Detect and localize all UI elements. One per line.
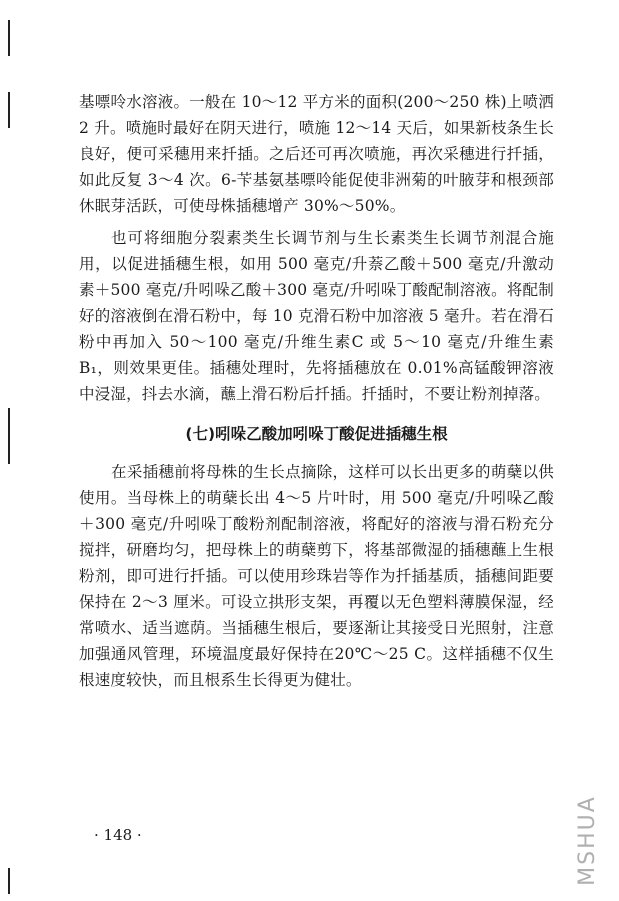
section-heading: (七)吲哚乙酸加吲哚丁酸促进插穗生根: [185, 425, 448, 443]
watermark: [567, 790, 607, 890]
binding-mark: [8, 92, 10, 128]
page-body: [79, 89, 554, 693]
watermark-text: MSHUA: [574, 794, 600, 886]
paragraph-iaa-iba: 在采插穗前将母株的生长点摘除，这样可以长出更多的萌蘖以供使用。当母株上的萌蘖长出 4～5 片叶时，用 500 毫克/升吲哚乙酸＋300 毫克/升吲哚丁酸粉剂配制溶液，将配好的溶液与滑石粉充分搅拌，研磨均匀，把母株上的萌蘖剪下，将基部微湿的插穗蘸上生根粉剂，即可进行扦插。可以使用珍珠岩等作为扦插基质，插穗间距要保持在 2～3 厘米。可设立拱形支架，再覆以无色塑料薄膜保湿，经常喷水、适当遮荫。当插穗生根后，要逐渐让其接受日光照射，注意加强通风管理，环境温度最好保持在20℃～25 C。这样插穗不仅生根速度较快，而且根系生长得更为健壮。: [79, 463, 554, 689]
paragraph-mixed-regulators: 也可将细胞分裂素类生长调节剂与生长素类生长调节剂混合施用，以促进插穗生根，如用 500 毫克/升萘乙酸＋500 毫克/升激动素＋500 毫克/升吲哚乙酸＋300 毫克/升吲哚丁酸配制溶液。将配制好的溶液倒在滑石粉中，每 10 克滑石粉中加溶液 5 毫升。若在滑石粉中再加入 50～100 毫克/升维生素C 或 5～10 毫克/升维生素 B₁，则效果更佳。插穗处理时，先将插穗放在 0.01%高锰酸钾溶液中浸湿，抖去水滴，蘸上滑石粉后扦插。扦插时，不要让粉剂掉落。: [79, 229, 554, 403]
page-number: · 148 ·: [94, 826, 142, 844]
binding-mark: [8, 20, 10, 56]
paragraph-continued: 基嘌呤水溶液。一般在 10～12 平方米的面积(200～250 株)上喷洒 2 升。喷施时最好在阴天进行，喷施 12～14 天后，如果新枝条生长良好，便可采穗用来扦插。之后还可再次喷施，再次采穗进行扦插，如此反复 3～4 次。6-苄基氨基嘌呤能促使非洲菊的叶腋芽和根颈部休眠芽活跃，可使母株插穗增产 30%～50%。: [79, 93, 554, 215]
binding-mark: [8, 408, 10, 464]
binding-mark: [8, 868, 10, 894]
